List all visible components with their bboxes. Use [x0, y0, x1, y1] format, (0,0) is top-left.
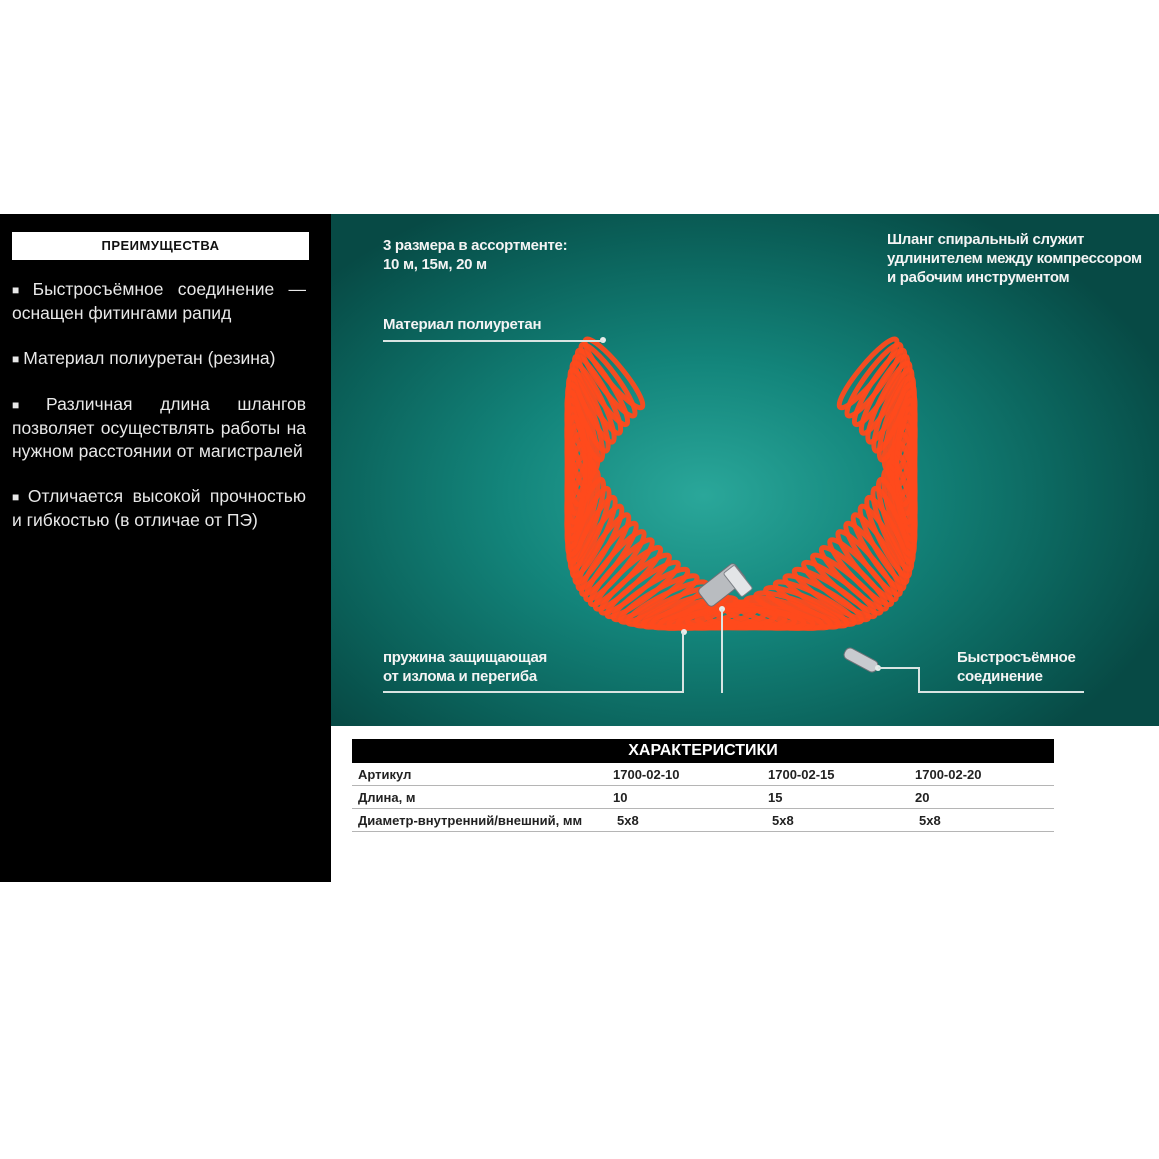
- material-callout: Материал полиуретан: [383, 316, 542, 333]
- advantages-panel: [0, 214, 331, 882]
- purpose-note: Шланг спиральный служит удлинителем между компрессором и рабочим инструментом: [887, 231, 1142, 286]
- connector-callout: Быстросъёмное соединение: [957, 649, 1076, 685]
- bullet-icon: ■: [12, 351, 20, 366]
- fitting-callout-line-vertical: [721, 609, 723, 693]
- sizes-note: 3 размера в ассортменте: 10 м, 15м, 20 м: [383, 237, 568, 273]
- material-callout-line: [383, 340, 603, 342]
- advantage-item: ■ Различная длина шлангов позволяет осуществлять работы на нужном расстоянии от магистралей: [12, 393, 306, 461]
- connector-callout-line-bottom: [918, 691, 1084, 693]
- product-banner: [0, 214, 1159, 882]
- advantage-item: ■ Материал полиуретан (резина): [12, 347, 276, 368]
- advantages-header: ПРЕИМУЩЕСТВА: [12, 232, 309, 260]
- connector-callout-line: [878, 667, 920, 669]
- table-row: Длина, м 10 15 20: [352, 786, 1054, 809]
- fitting-right: [842, 646, 879, 673]
- bullet-icon: ■: [12, 282, 29, 297]
- spring-callout: пружина защищающая от излома и перегиба: [383, 649, 547, 685]
- table-row: Диаметр-внутренний/внешний, мм 5х8 5х8 5х8: [352, 809, 1054, 832]
- product-photo: [331, 214, 1159, 726]
- connector-callout-line-vertical: [918, 667, 920, 693]
- advantage-item: ■ Отличается высокой прочностью и гибкостью (в отличае от ПЭ): [12, 485, 307, 530]
- table-row: Артикул 1700-02-10 1700-02-15 1700-02-20: [352, 763, 1054, 786]
- bullet-icon: ■: [12, 489, 24, 504]
- advantages-list: [12, 278, 306, 554]
- bullet-icon: ■: [12, 397, 43, 412]
- spring-callout-line: [383, 691, 684, 693]
- specs-title: ХАРАКТЕРИСТИКИ: [352, 739, 1054, 763]
- advantage-item: ■ Быстросъёмное соединение — оснащен фитингами рапид: [12, 279, 306, 323]
- spring-callout-line-vertical: [682, 632, 684, 693]
- specs-table: [352, 739, 1054, 832]
